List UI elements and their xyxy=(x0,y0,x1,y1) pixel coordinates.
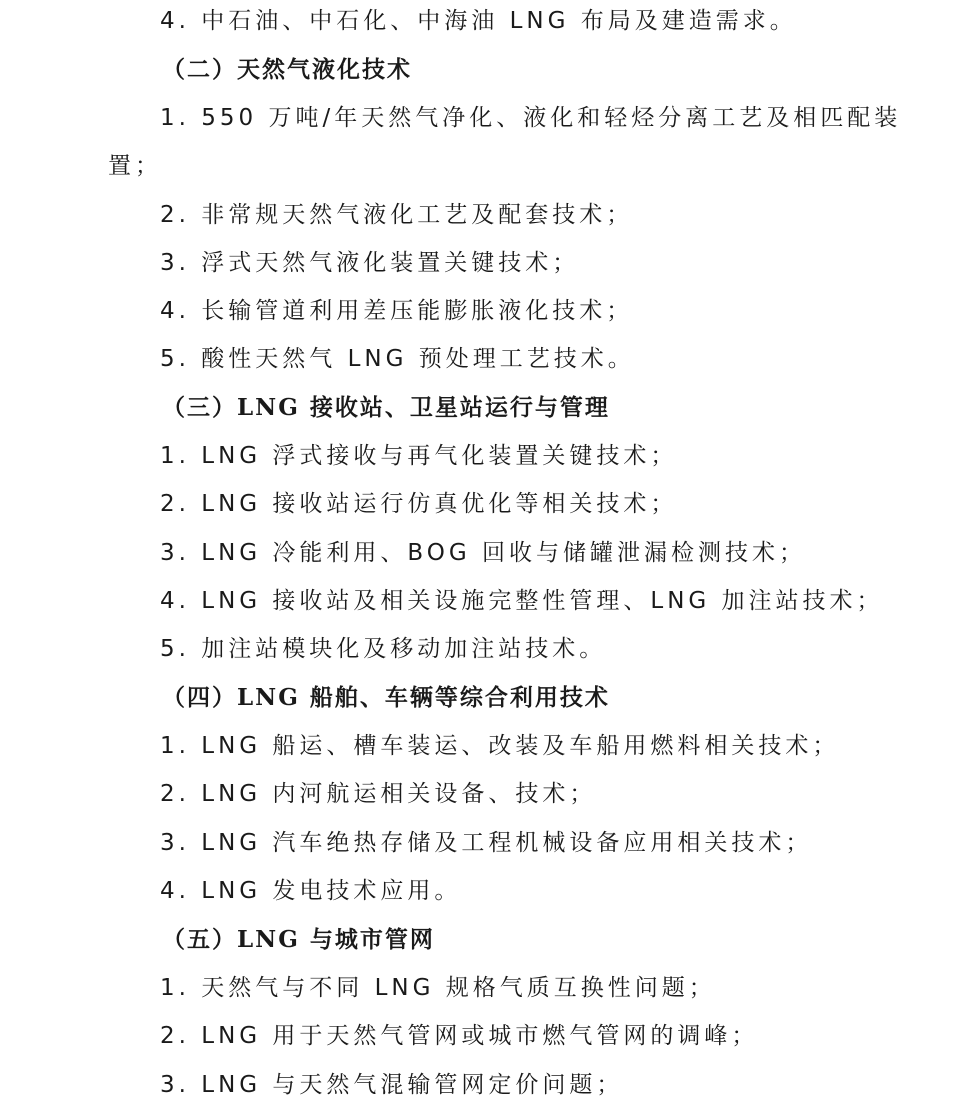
list-item: 1. LNG 船运、槽车装运、改装及车船用燃料相关技术； xyxy=(160,733,840,759)
list-item: 1. 天然气与不同 LNG 规格气质互换性问题； xyxy=(160,975,716,1001)
list-item: 4. LNG 发电技术应用。 xyxy=(160,878,462,904)
list-item: 5. 加注站模块化及移动加注站技术。 xyxy=(160,636,607,662)
list-item: 3. LNG 汽车绝热存储及工程机械设备应用相关技术； xyxy=(160,830,813,856)
section-heading: （三）LNG 接收站、卫星站运行与管理 xyxy=(162,394,610,421)
list-item: 1. LNG 浮式接收与再气化装置关键技术； xyxy=(160,443,678,469)
list-item: 5. 酸性天然气 LNG 预处理工艺技术。 xyxy=(160,346,635,372)
list-item: 1. 550 万吨/年天然气净化、液化和轻烃分离工艺及相匹配装 xyxy=(160,105,902,131)
list-item: 3. LNG 与天然气混输管网定价问题； xyxy=(160,1072,624,1098)
section-heading: （四）LNG 船舶、车辆等综合利用技术 xyxy=(162,684,610,711)
list-item: 2. LNG 内河航运相关设备、技术； xyxy=(160,781,597,807)
list-item: 4. 中石油、中石化、中海油 LNG 布局及建造需求。 xyxy=(160,8,797,34)
list-item: 3. LNG 冷能利用、BOG 回收与储罐泄漏检测技术； xyxy=(160,540,807,566)
list-item: 2. 非常规天然气液化工艺及配套技术； xyxy=(160,202,634,228)
section-heading: （五）LNG 与城市管网 xyxy=(162,926,435,953)
list-item: 4. 长输管道利用差压能膨胀液化技术； xyxy=(160,298,634,324)
list-item: 3. 浮式天然气液化装置关键技术； xyxy=(160,250,580,276)
list-item: 2. LNG 用于天然气管网或城市燃气管网的调峰； xyxy=(160,1023,759,1049)
section-heading: （二）天然气液化技术 xyxy=(162,56,412,83)
list-item-continuation: 置； xyxy=(108,153,162,179)
list-item: 2. LNG 接收站运行仿真优化等相关技术； xyxy=(160,491,678,517)
list-item: 4. LNG 接收站及相关设施完整性管理、LNG 加注站技术； xyxy=(160,588,884,614)
